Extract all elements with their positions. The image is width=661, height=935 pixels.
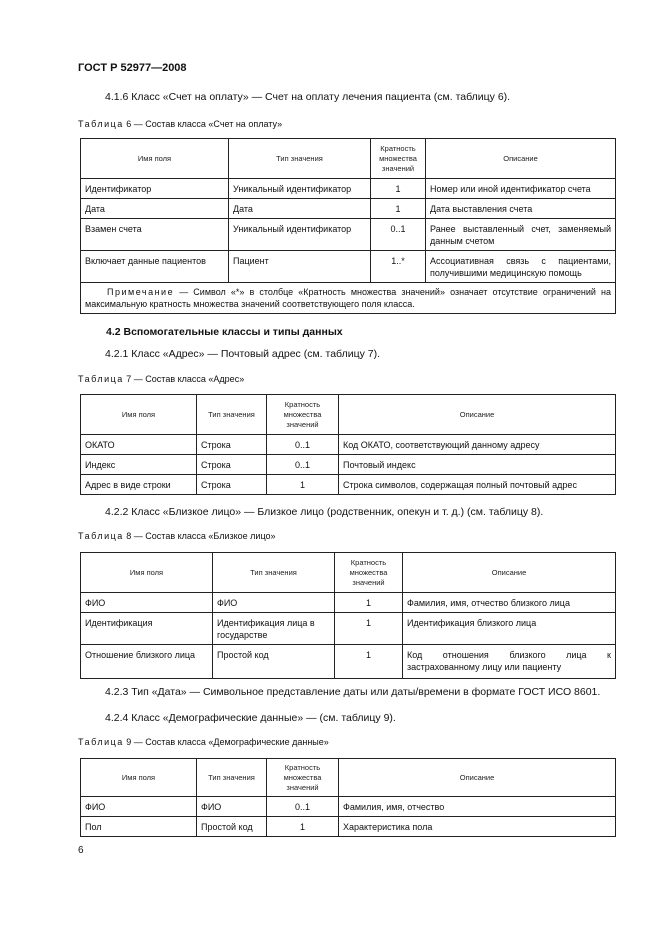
table-note-row xyxy=(81,283,616,314)
table-9-caption xyxy=(78,737,329,747)
header-cell: Тип значения xyxy=(213,553,335,593)
table-cell: Фамилия, имя, отчество близкого лица xyxy=(403,593,616,613)
header-cell: Описание xyxy=(426,139,616,179)
paragraph-4-2-1: 4.2.1 Класс «Адрес» — Почтовый адрес (см. таблицу 7). xyxy=(105,348,381,360)
table-cell: 0..1 xyxy=(267,455,339,475)
table-cell: 0..1 xyxy=(267,797,339,817)
caption-text: 8 — Состав класса «Близкое лицо» xyxy=(123,531,276,541)
table-header-row xyxy=(81,759,616,797)
table-8 xyxy=(80,552,616,679)
header-cell: Тип значения xyxy=(229,139,371,179)
table-cell: Уникальный идентификатор xyxy=(229,219,371,251)
table-cell: Строка xyxy=(197,475,267,495)
table-cell: 1 xyxy=(335,645,403,679)
table-cell: 1 xyxy=(335,613,403,645)
table-row xyxy=(81,593,616,613)
note-word: Примечание xyxy=(107,287,175,297)
table-7 xyxy=(80,394,616,495)
table-cell: Пол xyxy=(81,817,197,837)
table-cell: ФИО xyxy=(81,593,213,613)
page-number: 6 xyxy=(78,845,84,856)
table-6 xyxy=(80,138,616,314)
table-cell: 0..1 xyxy=(371,219,426,251)
table-cell: Взамен счета xyxy=(81,219,229,251)
caption-text: 9 — Состав класса «Демографические данные» xyxy=(123,737,329,747)
table-row xyxy=(81,179,616,199)
table-cell: 1 xyxy=(267,817,339,837)
header-cell: Описание xyxy=(339,395,616,435)
table-cell: Пациент xyxy=(229,251,371,283)
caption-word: Таблица xyxy=(78,374,124,384)
table-cell: 1 xyxy=(267,475,339,495)
table-row xyxy=(81,199,616,219)
paragraph-4-2-2: 4.2.2 Класс «Близкое лицо» — Близкое лицо (родственник, опекун и т. д.) (см. таблицу 8). xyxy=(105,506,544,518)
table-row xyxy=(81,251,616,283)
table-cell: Дата выставления счета xyxy=(426,199,616,219)
table-cell: 1..* xyxy=(371,251,426,283)
table-row xyxy=(81,613,616,645)
table-9 xyxy=(80,758,616,837)
table-cell: Идентификация xyxy=(81,613,213,645)
table-6-caption xyxy=(78,119,282,129)
table-cell: Индекс xyxy=(81,455,197,475)
table-cell: ФИО xyxy=(197,797,267,817)
table-cell: Адрес в виде строки xyxy=(81,475,197,495)
header-cell: Описание xyxy=(339,759,616,797)
paragraph-4-2-4: 4.2.4 Класс «Демографические данные» — (см. таблицу 9). xyxy=(105,712,396,724)
table-header-row xyxy=(81,553,616,593)
table-cell: Код ОКАТО, соответствующий данному адресу xyxy=(339,435,616,455)
header-cell: Имя поля xyxy=(81,139,229,179)
table-cell: Дата xyxy=(229,199,371,219)
table-cell: Идентификатор xyxy=(81,179,229,199)
table-cell: 1 xyxy=(371,179,426,199)
table-row xyxy=(81,435,616,455)
table-header-row xyxy=(81,139,616,179)
paragraph-4-2-3: 4.2.3 Тип «Дата» — Символьное представление даты или даты/времени в формате ГОСТ ИСО 8601. xyxy=(105,686,601,698)
table-cell: Дата xyxy=(81,199,229,219)
header-cell: Имя поля xyxy=(81,395,197,435)
table-8-caption xyxy=(78,531,276,541)
header-cell: Кратность множества значений xyxy=(267,395,339,435)
header-cell: Кратность множества значений xyxy=(371,139,426,179)
header-cell: Кратность множества значений xyxy=(267,759,339,797)
table-cell: 1 xyxy=(371,199,426,219)
table-cell: Строка xyxy=(197,455,267,475)
table-cell: Уникальный идентификатор xyxy=(229,179,371,199)
table-row xyxy=(81,475,616,495)
header-cell: Тип значения xyxy=(197,759,267,797)
document-header: ГОСТ Р 52977—2008 xyxy=(78,62,187,74)
table-cell: Простой код xyxy=(197,817,267,837)
table-row xyxy=(81,645,616,679)
table-row xyxy=(81,797,616,817)
paragraph-4-1-6: 4.1.6 Класс «Счет на оплату» — Счет на оплату лечения пациента (см. таблицу 6). xyxy=(105,91,511,103)
table-cell: Отношение близкого лица xyxy=(81,645,213,679)
table-header-row xyxy=(81,395,616,435)
table-cell: Номер или иной идентификатор счета xyxy=(426,179,616,199)
header-cell: Тип значения xyxy=(197,395,267,435)
header-cell: Кратность множества значений xyxy=(335,553,403,593)
table-cell: 0..1 xyxy=(267,435,339,455)
table-row xyxy=(81,455,616,475)
table-cell: ОКАТО xyxy=(81,435,197,455)
caption-text: 7 — Состав класса «Адрес» xyxy=(123,374,245,384)
table-cell: Ассоциативная связь с пациентами, получившими медицинскую помощь xyxy=(426,251,616,283)
table-cell: Идентификация близкого лица xyxy=(403,613,616,645)
caption-word: Таблица xyxy=(78,531,124,541)
table-cell: Код отношения близкого лица к застрахованному лицу или пациенту xyxy=(403,645,616,679)
header-cell: Имя поля xyxy=(81,759,197,797)
header-cell: Описание xyxy=(403,553,616,593)
header-cell: Имя поля xyxy=(81,553,213,593)
table-cell: Включает данные пациентов xyxy=(81,251,229,283)
table-cell: ФИО xyxy=(213,593,335,613)
table-cell: Характеристика пола xyxy=(339,817,616,837)
table-cell: Строка символов, содержащая полный почтовый адрес xyxy=(339,475,616,495)
table-cell: Почтовый индекс xyxy=(339,455,616,475)
caption-word: Таблица xyxy=(78,737,124,747)
table-cell: Идентификация лица в государстве xyxy=(213,613,335,645)
table-cell: Строка xyxy=(197,435,267,455)
table-row xyxy=(81,817,616,837)
table-cell: Фамилия, имя, отчество xyxy=(339,797,616,817)
table-note xyxy=(81,283,616,314)
table-7-caption xyxy=(78,374,244,384)
caption-word: Таблица xyxy=(78,119,124,129)
table-row xyxy=(81,219,616,251)
table-cell: Ранее выставленный счет, заменяемый данным счетом xyxy=(426,219,616,251)
caption-text: 6 — Состав класса «Счет на оплату» xyxy=(123,119,283,129)
table-cell: ФИО xyxy=(81,797,197,817)
table-cell: Простой код xyxy=(213,645,335,679)
table-cell: 1 xyxy=(335,593,403,613)
note-text: — Символ «*» в столбце «Кратность множества значений» означает отсутствие ограничений на максимальную кратность множества значений соответствующего поля класса. xyxy=(85,287,611,309)
section-heading-4-2: 4.2 Вспомогательные классы и типы данных xyxy=(106,326,343,338)
